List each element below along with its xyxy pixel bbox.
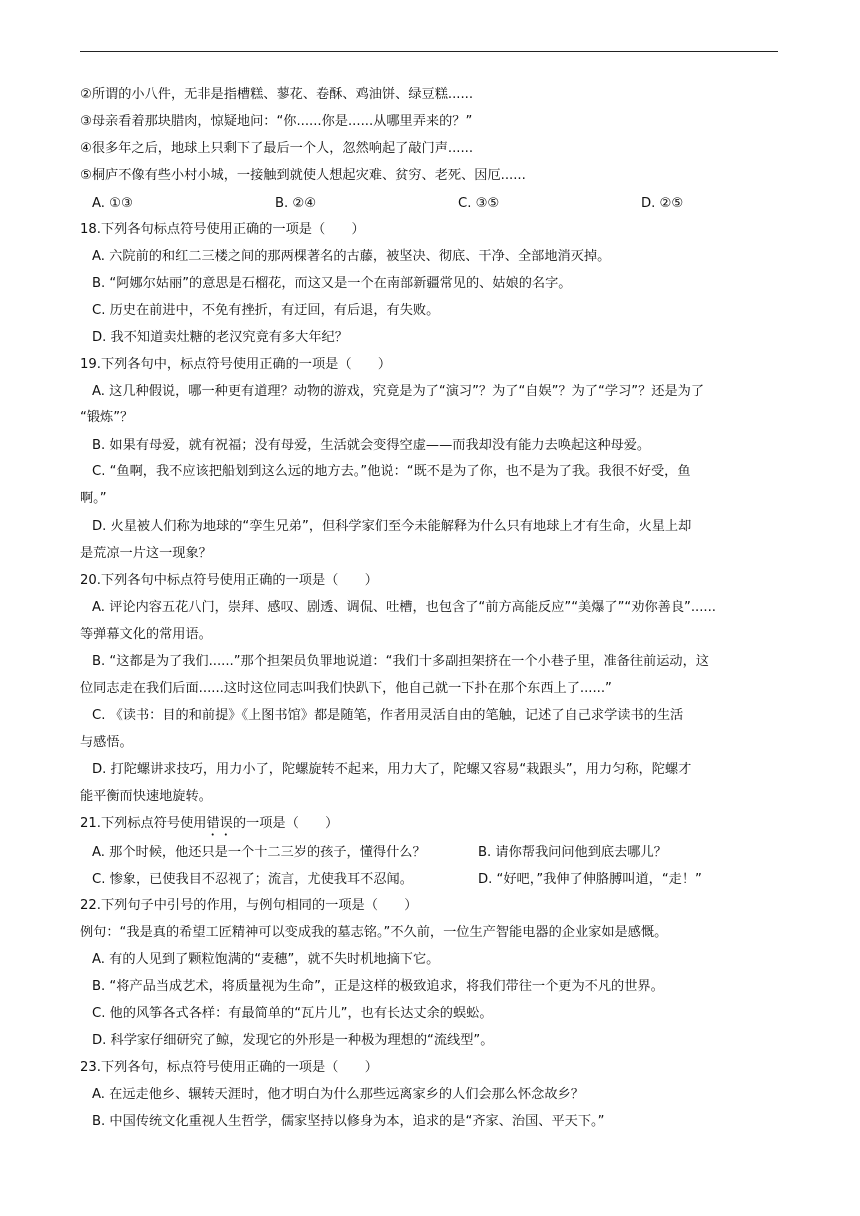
option-c[interactable]: C. “鱼啊，我不应该把船划到这么远的地方去。”他说：“既不是为了你，也不是为了我。我很不好受，鱼 (92, 464, 691, 479)
question-22-stem: 22.下列句子中引号的作用，与例句相同的一项是（ ） (80, 898, 418, 913)
option-a[interactable]: A. ①③ (92, 196, 133, 211)
option-a-continued: 等弹幕文化的常用语。 (80, 627, 212, 642)
option-d-continued: 能平衡而快速地旋转。 (80, 789, 212, 804)
option-a[interactable]: A. 那个时候，他还只是一个十二三岁的孩子，懂得什么？ (92, 845, 426, 860)
option-c[interactable]: C. 《读书：目的和前提》《上图书馆》都是随笔，作者用灵活自由的笔触，记述了自己求学读书的生活 (92, 708, 684, 723)
option-c-continued: 啊。” (80, 491, 107, 506)
question-19-stem: 19.下列各句中，标点符号使用正确的一项是（ ） (80, 357, 392, 372)
option-a[interactable]: A. 这几种假说，哪一种更有道理？动物的游戏，究竟是为了“演习”？为了“自娱”？为了“学习”？还是为了 (92, 384, 705, 399)
option-a[interactable]: A. 在远走他乡、辗转天涯时，他才明白为什么那些远离家乡的人们会那么怀念故乡？ (92, 1087, 584, 1102)
option-b[interactable]: B. “阿娜尔姑丽”的意思是石榴花，而这又是一个在南部新疆常见的、姑娘的名字。 (92, 276, 572, 291)
option-d[interactable]: D. 火星被人们称为地球的“孪生兄弟”，但科学家们至今未能解释为什么只有地球上才有生命，火星上却 (92, 519, 692, 534)
option-b[interactable]: B. 请你帮我问问他到底去哪儿？ (478, 845, 667, 860)
option-b[interactable]: B. “将产品当成艺术，将质量视为生命”，正是这样的极致追求，将我们带往一个更为不凡的世界。 (92, 979, 664, 994)
option-d[interactable]: D. ②⑤ (641, 196, 684, 211)
option-b[interactable]: B. 中国传统文化重视人生哲学，儒家坚持以修身为本，追求的是“齐家、治国、平天下。” (92, 1114, 605, 1129)
option-b-continued: 位同志走在我们后面......这时这位同志叫我们快趴下，他自己就一下扑在那个东西上了......” (80, 681, 612, 696)
example-sentence: 例句：“我是真的希望工匠精神可以变成我的墓志铭。”不久前，一位生产智能电器的企业家如是感慨。 (80, 925, 668, 940)
list-item: ③母亲看着那块腊肉，惊疑地问：“你......你是......从哪里弄来的？” (80, 114, 473, 129)
option-b[interactable]: B. “这都是为了我们......”那个担架员负罪地说道：“我们十多副担架挤在一个小巷子里，准备往前运动，这 (92, 654, 709, 669)
option-b[interactable]: B. ②④ (275, 196, 317, 211)
option-a[interactable]: A. 评论内容五花八门，崇拜、感叹、剧透、调侃、吐槽，也包含了“前方高能反应”“美爆了”“劝你善良”...... (92, 600, 717, 615)
option-d-continued: 是荒凉一片这一现象？ (80, 546, 212, 561)
question-23-stem: 23.下列各句，标点符号使用正确的一项是（ ） (80, 1060, 378, 1075)
option-d[interactable]: D. 我不知道卖灶糖的老汉究竟有多大年纪？ (92, 330, 348, 345)
option-b[interactable]: B. 如果有母爱，就有祝福；没有母爱，生活就会变得空虚——而我却没有能力去唤起这种母爱。 (92, 438, 651, 453)
option-c-continued: 与感悟。 (80, 735, 133, 750)
header-rule (80, 51, 778, 52)
list-item: ④很多年之后，地球上只剩下了最后一个人，忽然响起了敲门声...... (80, 141, 474, 156)
emphasis-mark: 错误 (206, 816, 233, 831)
option-d[interactable]: D. 打陀螺讲求技巧，用力小了，陀螺旋转不起来，用力大了，陀螺又容易“栽跟头”，用力匀称，陀螺才 (92, 762, 692, 777)
option-c[interactable]: C. 他的风筝各式各样：有最简单的“瓦片儿”，也有长达丈余的蜈蚣。 (92, 1006, 493, 1021)
option-c[interactable]: C. ③⑤ (458, 196, 500, 211)
option-a-continued: “锻炼”？ (80, 410, 134, 425)
option-c[interactable]: C. 历史在前进中，不免有挫折，有迂回，有后退，有失败。 (92, 303, 440, 318)
option-d[interactable]: D. 科学家仔细研究了鲸，发现它的外形是一种极为理想的“流线型”。 (92, 1033, 494, 1048)
option-a[interactable]: A. 有的人见到了颗粒饱满的“麦穗”，就不失时机地摘下它。 (92, 952, 440, 967)
question-18-stem: 18.下列各句标点符号使用正确的一项是（ ） (80, 222, 365, 237)
option-a[interactable]: A. 六院前的和红二三楼之间的那两棵著名的古藤，被坚决、彻底、干净、全部地消灭掉。 (92, 249, 611, 264)
option-c[interactable]: C. 惨象，已使我目不忍视了；流言，尤使我耳不忍闻。 (92, 872, 413, 887)
option-d[interactable]: D. “好吧，”我伸了伸胳膊叫道，“走！” (478, 872, 702, 887)
question-21-stem: 21.下列标点符号使用错误的一项是（ ） (80, 816, 339, 831)
list-item: ②所谓的小八件，无非是指槽糕、蓼花、卷酥、鸡油饼、绿豆糕...... (80, 87, 474, 102)
question-20-stem: 20.下列各句中标点符号使用正确的一项是（ ） (80, 573, 378, 588)
list-item: ⑤桐庐不像有些小村小城，一接触到就使人想起灾难、贫穷、老死、因厄...... (80, 168, 526, 183)
